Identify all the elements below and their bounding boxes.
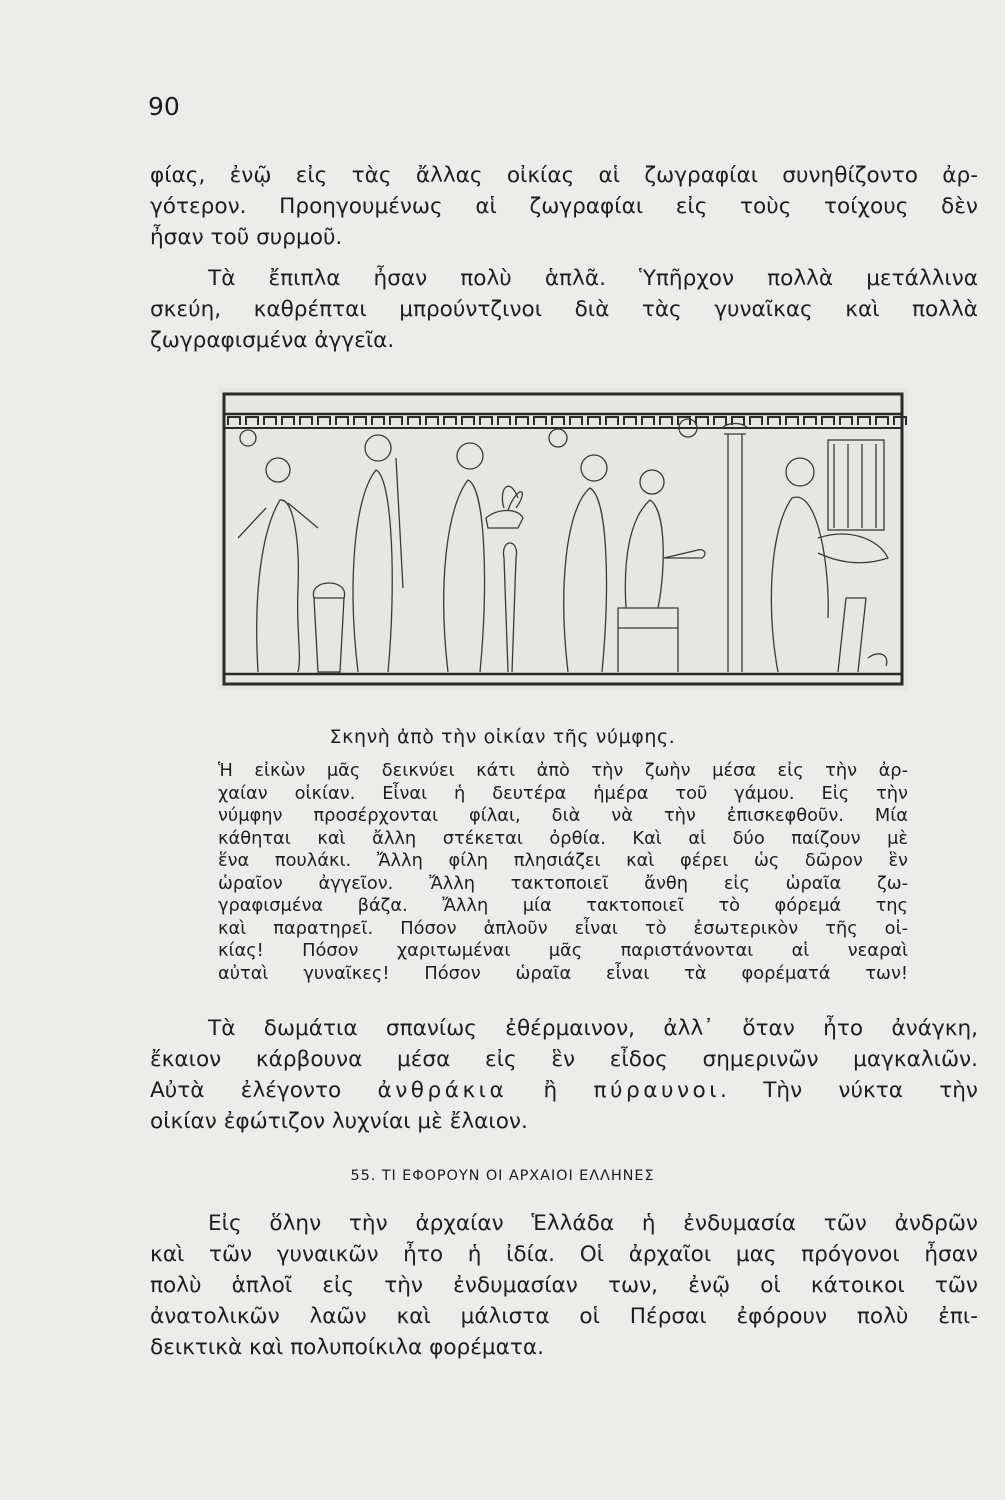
text-line: Τὰ ἔπιπλα ἦσαν πολὺ ἁπλᾶ. Ὑπῆρχον πολλὰ μετάλλινα [208,266,978,291]
text-line: Τὰ δωμάτια σπανίως ἐθέρμαινον, ἀλλ᾽ ὅταν ἦτο ἀνάγκη, [208,1016,978,1041]
term-anthrakia: ἀνθράκια [377,1078,508,1103]
figure-illustration [218,388,908,690]
text-run: ἢ [507,1078,594,1103]
caption-line: κάθηται καὶ ἄλλη στέκεται ὀρθία. Καὶ αἱ δύο παίζουν μὲ [218,827,908,849]
vase-painting-illustration [218,388,908,690]
caption-line: ἕνα πουλάκι. Ἄλλη φίλη πλησιάζει καὶ φέρει ὡς δῶρον ἓν [218,850,908,871]
paragraph-heating-lighting [150,1013,978,1137]
caption-line: Ἡ εἰκὼν μᾶς δεικνύει κάτι ἀπὸ τὴν ζωὴν μέσα εἰς τὴν ἀρ- [218,760,908,781]
section-heading: 55. ΤΙ ΕΦΟΡΟΥΝ ΟΙ ΑΡΧΑΙΟΙ ΕΛΛΗΝΕΣ [350,1168,655,1184]
text-line: φίας, ἐνῷ εἰς τὰς ἄλλας οἰκίας αἱ ζωγραφίαι συνηθίζοντο ἀρ- [150,163,978,188]
paragraph-furniture [150,263,978,356]
caption-line: χαίαν οἰκίαν. Εἶναι ἡ δευτέρα ἡμέρα τοῦ γάμου. Εἰς τὴν [218,782,908,804]
text-line: γότερον. Προηγουμένως αἱ ζωγραφίαι εἰς τοὺς τοίχους δὲν [150,194,978,219]
text-line: ἀνατολικῶν λαῶν καὶ μάλιστα οἱ Πέρσαι ἐφόρουν πολὺ ἐπι- [150,1304,978,1329]
paragraph-clothing [150,1208,978,1363]
caption-line: νύμφην προσέρχονται φίλαι, διὰ νὰ τὴν ἐπισκεφθοῦν. Μία [218,805,908,826]
caption-line: αὐταὶ γυναῖκες! Πόσον ὡραῖα εἶναι τὰ φορέματά των! [218,962,908,984]
text-line [150,1075,978,1106]
text-line: πολὺ ἁπλοῖ εἰς τὴν ἐνδυμασίαν των, ἐνῷ οἱ κάτοικοι τῶν [150,1273,978,1298]
text-line: δεικτικὰ καὶ πολυποίκιλα φορέματα. [150,1335,545,1360]
text-line: ζωγραφισμένα ἀγγεῖα. [150,328,395,353]
figure-caption-body [218,760,908,985]
page-number: 90 [148,92,180,121]
paragraph-furnishings-intro [150,160,978,253]
caption-line: γραφισμένα βάζα. Ἄλλη μία τακτοποιεῖ τὸ φόρεμά της [218,895,908,916]
term-pyraunoi: πύραυνοι [593,1078,721,1103]
text-line: ἔκαιον κάρβουνα μέσα εἰς ἓν εἶδος σημερινῶν μαγκαλιῶν. [150,1047,978,1072]
text-line: σκεύη, καθρέπται μπρούντζινοι διὰ τὰς γυναῖκας καὶ πολλὰ [150,297,978,322]
caption-line: κίας! Πόσον χαριτωμέναι μᾶς παριστάνονται αἱ νεαραὶ [218,940,908,961]
text-line: Εἰς ὅλην τὴν ἀρχαίαν Ἑλλάδα ἡ ἐνδυμασία τῶν ἀνδρῶν [208,1211,978,1236]
text-line: ἦσαν τοῦ συρμοῦ. [150,225,343,250]
text-run: . Τὴν νύκτα τὴν [720,1078,978,1103]
figure-caption-title: Σκηνὴ ἀπὸ τὴν οἰκίαν τῆς νύμφης. [329,726,676,748]
caption-line: καὶ παρατηρεῖ. Πόσον ἁπλοῦν εἶναι τὸ ἐσωτερικὸν τῆς οἰ- [218,917,908,939]
caption-line: ὡραῖον ἀγγεῖον. Ἄλλη τακτοποιεῖ ἄνθη εἰς ὡραῖα ζω- [218,872,908,894]
text-line: οἰκίαν ἐφώτιζον λυχνίαι μὲ ἔλαιον. [150,1109,528,1134]
text-run: Αὐτὰ ἐλέγοντο [150,1078,378,1103]
text-line: καὶ τῶν γυναικῶν ἦτο ἡ ἰδία. Οἱ ἀρχαῖοι μας πρόγονοι ἦσαν [150,1242,978,1267]
